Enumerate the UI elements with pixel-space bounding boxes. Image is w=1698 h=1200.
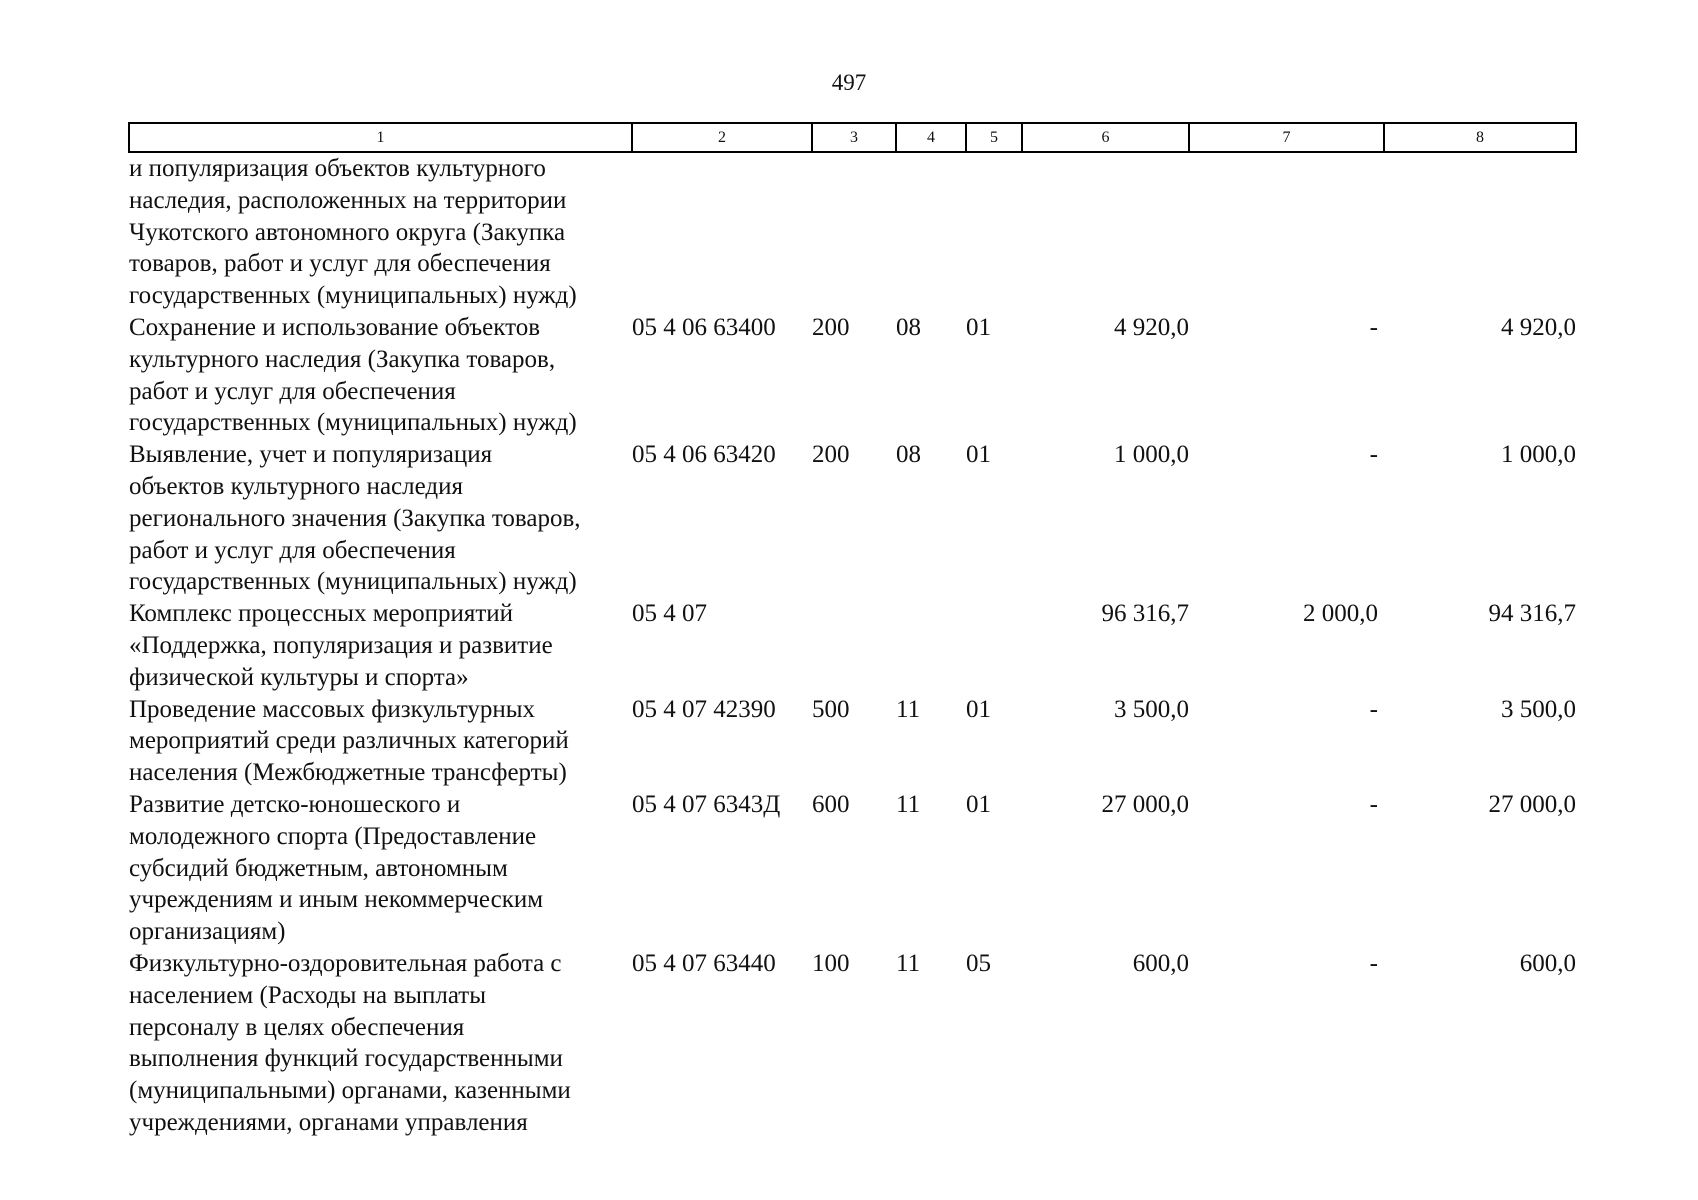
cell-expense-type: 200 (812, 441, 850, 469)
cell-amount-col7: - (1369, 441, 1378, 469)
description-line: физической культуры и спорта» (129, 663, 469, 691)
cell-amount-col7: 2 000,0 (1303, 600, 1378, 628)
description-line: наследия, расположенных на территории (129, 186, 567, 214)
description-line: населением (Расходы на выплаты (129, 981, 487, 1009)
description-line: (муниципальными) органами, казенными (129, 1077, 571, 1105)
description-line: работ и услуг для обеспечения (129, 377, 456, 405)
description-line: Комплекс процессных мероприятий (129, 600, 514, 628)
header-col-4: 4 (896, 123, 966, 152)
cell-subsection: 01 (966, 790, 991, 818)
cell-target-article (632, 152, 812, 312)
cell-amount-col7 (1189, 152, 1384, 312)
cell-amount-col8: 27 000,0 (1488, 790, 1576, 818)
cell-amount-col8: 600,0 (1519, 949, 1576, 977)
description-line: культурного наследия (Закупка товаров, (129, 345, 556, 373)
cell-amount-col6: 96 316,7 (1101, 600, 1189, 628)
header-col-3: 3 (812, 123, 896, 152)
table-row (129, 948, 1576, 1139)
cell-amount-col8: 4 920,0 (1501, 313, 1576, 341)
cell-section: 11 (896, 949, 921, 977)
description-line: регионального значения (Закупка товаров, (129, 504, 581, 532)
cell-section (896, 598, 966, 693)
cell-subsection: 01 (966, 313, 991, 341)
cell-amount-col6: 3 500,0 (1114, 695, 1189, 723)
cell-target-article: 05 4 07 6343Д (632, 790, 781, 818)
header-row (129, 123, 1576, 152)
description-line: государственных (муниципальных) нужд) (129, 282, 577, 310)
table-row (129, 152, 1576, 312)
table-body (129, 152, 1576, 1139)
cell-subsection (966, 598, 1022, 693)
cell-subsection (966, 152, 1022, 312)
cell-expense-type (812, 598, 896, 693)
cell-target-article: 05 4 07 42390 (632, 695, 776, 723)
cell-target-article: 05 4 07 (632, 600, 707, 628)
description-line: Сохранение и использование объектов (129, 313, 540, 341)
header-col-2: 2 (632, 123, 812, 152)
cell-expense-type (812, 152, 896, 312)
description-line: организациям) (129, 918, 286, 946)
cell-section: 11 (896, 790, 921, 818)
cell-section: 08 (896, 441, 921, 469)
cell-description (129, 152, 632, 312)
budget-table (128, 122, 1577, 1139)
cell-description (129, 948, 632, 1139)
cell-amount-col8 (1384, 152, 1576, 312)
cell-amount-col6 (1022, 152, 1189, 312)
cell-description (129, 312, 632, 439)
header-col-5: 5 (966, 123, 1022, 152)
table-row (129, 694, 1576, 789)
cell-amount-col6: 1 000,0 (1114, 441, 1189, 469)
cell-target-article: 05 4 06 63400 (632, 313, 776, 341)
table-row (129, 439, 1576, 598)
description-line: объектов культурного наследия (129, 472, 463, 500)
description-line: «Поддержка, популяризация и развитие (129, 631, 553, 659)
description-line: Физкультурно-оздоровительная работа с (129, 949, 562, 977)
header-col-7: 7 (1189, 123, 1384, 152)
cell-amount-col6: 27 000,0 (1101, 790, 1189, 818)
cell-expense-type: 500 (812, 695, 850, 723)
description-line: Развитие детско-юношеского и (129, 790, 461, 818)
cell-subsection: 01 (966, 441, 991, 469)
header-col-1: 1 (129, 123, 632, 152)
cell-expense-type: 100 (812, 949, 850, 977)
cell-target-article: 05 4 06 63420 (632, 441, 776, 469)
cell-amount-col6: 600,0 (1132, 949, 1189, 977)
table-row (129, 312, 1576, 439)
cell-amount-col8: 3 500,0 (1501, 695, 1576, 723)
cell-amount-col8: 94 316,7 (1488, 600, 1576, 628)
cell-expense-type: 600 (812, 790, 850, 818)
cell-description (129, 789, 632, 948)
page-number: 497 (831, 70, 867, 95)
description-line: населения (Межбюджетные трансферты) (129, 759, 567, 787)
description-line: персоналу в целях обеспечения (129, 1013, 465, 1041)
description-line: учреждениями, органами управления (129, 1108, 528, 1136)
cell-amount-col8: 1 000,0 (1501, 441, 1576, 469)
description-line: товаров, работ и услуг для обеспечения (129, 250, 551, 278)
description-line: субсидий бюджетным, автономным (129, 854, 508, 882)
description-line: мероприятий среди различных категорий (129, 727, 569, 755)
description-line: и популяризация объектов культурного (129, 155, 546, 182)
cell-section: 11 (896, 695, 921, 723)
cell-amount-col7: - (1369, 695, 1378, 723)
table-row (129, 789, 1576, 948)
cell-description (129, 439, 632, 598)
description-line: выполнения функций государственными (129, 1045, 563, 1073)
cell-amount-col6: 4 920,0 (1114, 313, 1189, 341)
description-line: молодежного спорта (Предоставление (129, 822, 537, 850)
description-line: Проведение массовых физкультурных (129, 695, 536, 723)
cell-amount-col7: - (1369, 313, 1378, 341)
description-line: государственных (муниципальных) нужд) (129, 409, 577, 437)
cell-amount-col7: - (1369, 949, 1378, 977)
cell-description (129, 598, 632, 693)
cell-subsection: 05 (966, 949, 991, 977)
header-col-6: 6 (1022, 123, 1189, 152)
cell-amount-col7: - (1369, 790, 1378, 818)
description-line: учреждениям и иным некоммерческим (129, 886, 544, 914)
header-col-8: 8 (1384, 123, 1576, 152)
table-row (129, 598, 1576, 693)
cell-target-article: 05 4 07 63440 (632, 949, 776, 977)
cell-subsection: 01 (966, 695, 991, 723)
cell-section (896, 152, 966, 312)
description-line: государственных (муниципальных) нужд) (129, 568, 577, 596)
table-header (129, 123, 1576, 152)
cell-description (129, 694, 632, 789)
description-line: Выявление, учет и популяризация (129, 441, 493, 469)
description-line: работ и услуг для обеспечения (129, 536, 456, 564)
description-line: Чукотского автономного округа (Закупка (129, 218, 566, 246)
cell-section: 08 (896, 313, 921, 341)
cell-expense-type: 200 (812, 313, 850, 341)
